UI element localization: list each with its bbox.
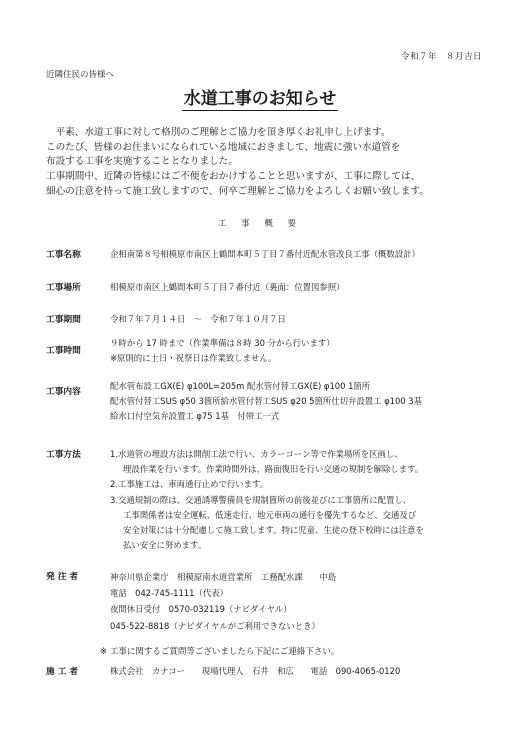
intro-line: 工事期間中、近隣の皆様にはご不便をおかけすることと思いますが、工事に際しては、 (46, 171, 421, 183)
work-period-label: 工事期間 (46, 315, 81, 325)
work-content-line: 配水管付替工SUS φ50 3箇所給水管付替工SUS φ20 5箇所仕切弁設置工 φ100 3基 (110, 396, 422, 406)
work-method-line: 安全対策には十分配慮して施工致します。特に児童、生徒の登下校時には注意を (123, 525, 424, 536)
work-location-value: 相模原市南区上鶴間本町５丁目７番付近（裏面：位置図参照） (110, 282, 345, 292)
notice-title-text: 水道工事のお知らせ (183, 89, 337, 109)
work-location-label: 工事場所 (46, 283, 81, 293)
orderer-org: 神奈川県企業庁 相模原南水道営業所 工務配水課 中島 (110, 572, 337, 582)
work-method-line: 埋設作業を行います。作業時間外は、路面復旧を行い交通の規制を解除します。 (123, 464, 424, 475)
work-hours-line: ９時から 17 時まで（作業準備は８時 30 分から行います） (110, 338, 335, 348)
intro-line: 平素、水道工事に対して格別のご理解とご協力を頂き厚くお礼申し上げます。 (46, 127, 391, 138)
contractor-details (110, 665, 414, 677)
work-method-line: 3.交通規制の際は、交通誘導警備員を規制箇所の前後並びに工事箇所に配置し、 (110, 494, 412, 505)
work-period-value: 令和７年７月１４日 ～ 令和７年１０月７日 (110, 314, 286, 324)
work-content-value (110, 379, 422, 424)
contact-note: ※ 工事に関するご質問等ございましたら下記にご連絡下さい。 (100, 647, 340, 657)
orderer-details (110, 569, 336, 634)
work-method-label: 工事方法 (46, 450, 81, 460)
work-content-line: 配水管布設工GX(E) φ100L=205m 配水管付替工GX(E) φ100 1箇所 (110, 381, 371, 391)
orderer-alt-number: 045-522-8818（ナビダイヤルがご利用できないとき） (110, 620, 320, 631)
work-method-line: 2.工事施工は、車両通行止めで行います。 (110, 479, 269, 490)
work-content-label: 工事内容 (46, 387, 81, 397)
orderer-phone: 電話 042-745-1111（代表） (110, 588, 228, 599)
work-method-line: 工事関係者は安全運転、低速走行、地元車両の通行を優先するなど、交通及び (123, 509, 417, 520)
intro-line: 細心の注意を持って施工致しますので、何卒ご理解とご協力をよろしくお願い致します。 (46, 185, 429, 197)
contractor-label: 施 工 者 (46, 667, 79, 677)
overview-heading: 工 事 概 要 (217, 219, 303, 229)
addressee: 近隣住民の皆様へ (46, 70, 115, 80)
work-name-value: 企相南第８号相模原市南区上鶴間本町５丁目７番付近配水管改良工事（概数設計） (110, 249, 420, 259)
work-method-line: 1.水道管の埋設方法は開削工法で行い、カラーコーン等で作業場所を区画し、 (110, 449, 403, 459)
intro-line: 布設する工事を実施することとなりました。 (46, 156, 238, 168)
contractor-company: 株式会社 カナコー (110, 666, 186, 676)
intro-line: このたび、皆様のお住まいになられている地域におきまして、地震に強い水道管を (46, 141, 401, 153)
work-hours-label: 工事時間 (46, 346, 81, 356)
work-content-line: 給水口付空気弁設置工 φ75 1基 付帯工一式 (110, 411, 280, 421)
work-method-value (110, 447, 424, 553)
orderer-night-reception: 夜間休日受付 0570-032119（ナビダイヤル） (110, 604, 292, 615)
intro-paragraph (46, 126, 429, 200)
notice-title (0, 84, 520, 109)
work-name-label: 工事名称 (46, 250, 81, 260)
orderer-label: 発 注 者 (46, 572, 79, 582)
work-hours-line: ※原則的に土日・祝祭日は作業致しません。 (110, 353, 277, 363)
work-method-line: 払い安全に努めます。 (123, 540, 207, 551)
notice-date: 令和７年 ８月吉日 (400, 52, 482, 62)
contractor-agent: 現場代理人 石井 和広 (201, 666, 294, 676)
work-hours-value (110, 336, 335, 366)
contractor-phone: 電話 090-4065-0120 (310, 666, 401, 676)
